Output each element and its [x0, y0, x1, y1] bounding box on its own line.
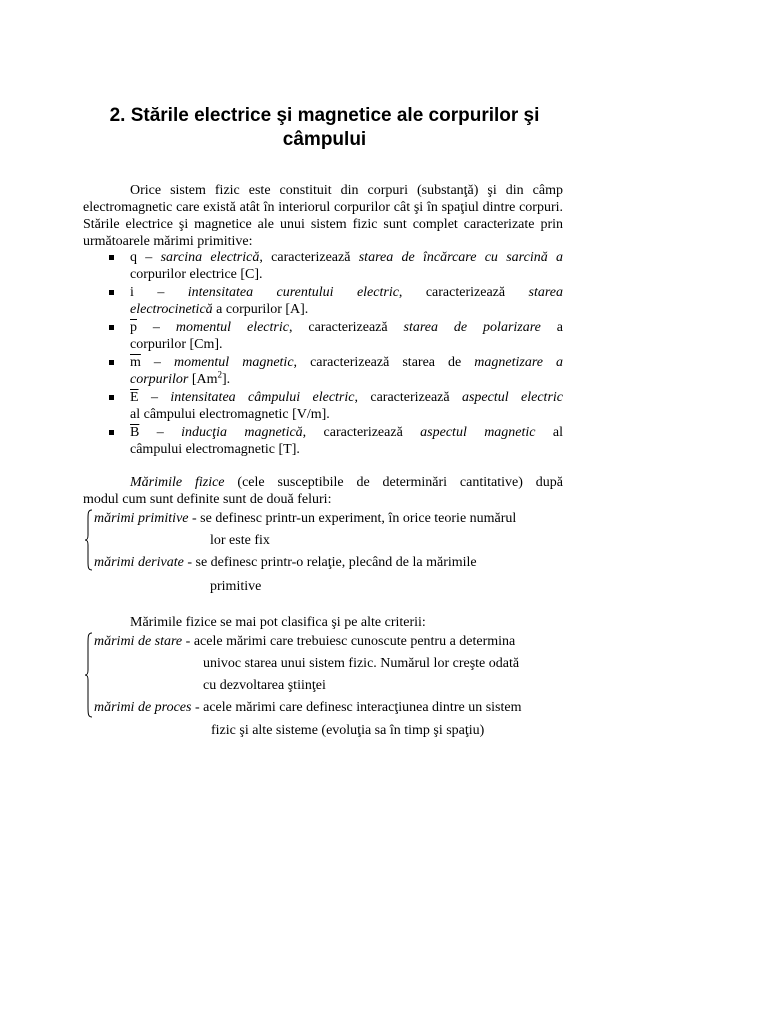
quantity-name: sarcina electrică — [160, 250, 260, 265]
state-text: aspectul electric — [461, 390, 563, 405]
text: corpurilor electrice [C]. — [130, 267, 263, 282]
bullet-square-icon — [109, 395, 114, 400]
state-text: aspectul magnetic — [420, 425, 536, 440]
title-line-1: 2. Stările electrice şi magnetice ale corpurilor şi — [109, 105, 540, 126]
left-brace-icon — [84, 632, 94, 718]
classification-paragraph — [83, 474, 563, 508]
bullet-square-icon — [109, 430, 114, 435]
text: - acele mărimi care definesc interacţiunea dintre un sistem — [191, 700, 522, 715]
state-text: starea — [528, 285, 563, 300]
section-title — [82, 104, 567, 152]
text: câmpului electromagnetic [T]. — [130, 442, 300, 457]
term: Mărimile fizice — [130, 475, 225, 490]
bullet-square-icon — [109, 255, 114, 260]
symbol: q — [130, 250, 137, 265]
list-item — [83, 389, 563, 423]
text: , caracterizează — [288, 320, 404, 335]
definition-line — [94, 699, 521, 716]
primitive-quantities-list — [83, 249, 563, 459]
state-text: starea de polarizare — [403, 320, 541, 335]
left-brace-icon — [84, 509, 94, 571]
symbol: p — [130, 320, 137, 335]
term: mărimi primitive — [94, 511, 189, 526]
text: (cele susceptibile de determinări cantitative) după — [224, 475, 563, 490]
bullet-square-icon — [109, 360, 114, 365]
text: ]. — [222, 372, 231, 387]
text: [Am — [188, 372, 218, 387]
quantity-name: momentul magnetic — [173, 355, 294, 370]
text: a corpurilor [A]. — [212, 302, 309, 317]
quantity-name: intensitatea câmpului electric — [170, 390, 355, 405]
text: , caracterizează — [398, 285, 529, 300]
dash: – — [137, 250, 161, 265]
state-text: starea de încărcare cu sarcină a — [358, 250, 564, 265]
text: a — [540, 320, 564, 335]
text: univoc starea unui sistem fizic. Numărul lor creşte odată — [203, 656, 520, 671]
quantity-name: inducţia magnetică — [181, 425, 303, 440]
definition-line — [94, 554, 477, 571]
state-text: electrocinetică — [130, 302, 213, 317]
list-item — [83, 284, 563, 318]
text: , caracterizează — [259, 250, 359, 265]
text: - se definesc printr-o relaţie, plecând de la mărimile — [183, 555, 477, 570]
text: fizic şi alte sisteme (evoluţia sa în timp şi spaţiu) — [211, 723, 485, 738]
list-item — [83, 354, 563, 388]
term: mărimi de stare — [94, 634, 183, 649]
symbol: m — [130, 355, 141, 370]
text: - acele mărimi care trebuiesc cunoscute pentru a determina — [182, 634, 516, 649]
text: lor este fix — [210, 533, 270, 548]
symbol: B — [130, 425, 140, 440]
text: modul cum sunt definite sunt de două feluri: — [83, 492, 332, 507]
definition-line — [94, 510, 516, 527]
list-item — [83, 249, 563, 283]
dash: – — [133, 285, 188, 300]
state-text: magnetizare a — [474, 355, 564, 370]
symbol: i — [130, 285, 134, 300]
text: - se definesc printr-un experiment, în orice teorie numărul — [188, 511, 517, 526]
unit-exponent: 2 — [217, 369, 223, 380]
text: , caracterizează — [354, 390, 462, 405]
bullet-square-icon — [109, 325, 114, 330]
dash: – — [138, 390, 171, 405]
symbol: E — [130, 390, 139, 405]
text: al câmpului electromagnetic [V/m]. — [130, 407, 330, 422]
title-line-2: câmpului — [282, 129, 367, 150]
text: corpurilor [Cm]. — [130, 337, 223, 352]
list-item — [83, 319, 563, 353]
list-item — [83, 424, 563, 458]
intro-paragraph — [83, 182, 563, 250]
dash: – — [137, 320, 176, 335]
bullet-square-icon — [109, 290, 114, 295]
text: , caracterizează — [302, 425, 421, 440]
definition-line — [94, 633, 515, 650]
dash: – — [139, 425, 182, 440]
state-text: corpurilor — [130, 372, 189, 387]
dash: – — [140, 355, 174, 370]
text: al — [535, 425, 564, 440]
quantity-name: intensitatea curentului electric — [187, 285, 399, 300]
text: primitive — [210, 579, 262, 594]
term: mărimi de proces — [94, 700, 192, 715]
criteria-intro: Mărimile fizice se mai pot clasifica şi pe alte criterii: — [130, 615, 426, 630]
text: , caracterizează starea de — [293, 355, 475, 370]
term: mărimi derivate — [94, 555, 184, 570]
text: cu dezvoltarea ştiinţei — [203, 678, 326, 693]
intro-text: Orice sistem fizic este constituit din corpuri (substanţă) şi din câmp electromagnetic care există atât în interiorul corpurilor cât şi în spaţiul dintre corpuri. Stările electrice şi magnetice ale unui sistem fizic sunt complet caracterizate prin următoarele mărimi primitive: — [83, 183, 563, 249]
quantity-name: momentul electric — [175, 320, 289, 335]
